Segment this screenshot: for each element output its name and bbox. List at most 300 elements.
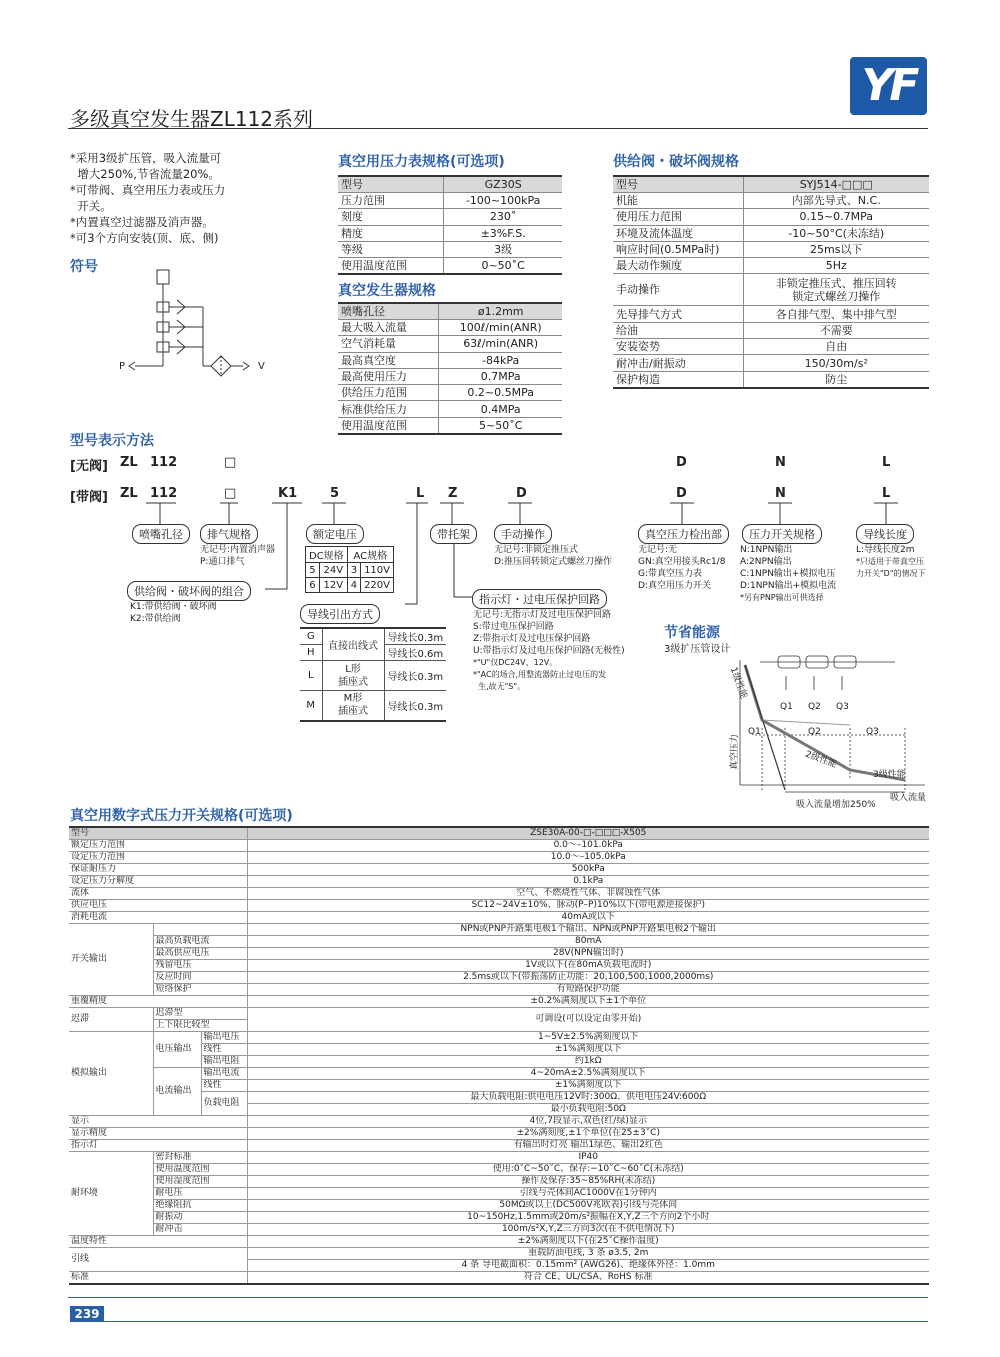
lead-type: 直接出线式 <box>322 628 384 661</box>
table-row <box>69 900 929 912</box>
note-line: D:推压回转锁定式螺丝刀操作 <box>494 557 612 567</box>
model-row-novalve-sq: □ <box>224 455 237 470</box>
table-row <box>613 209 929 225</box>
spec-label: 温度特性 <box>69 1236 247 1248</box>
spec-label: 重覆精度 <box>69 996 247 1008</box>
spec-label: 输出电阻 <box>201 1056 247 1068</box>
table-row <box>613 339 929 355</box>
note-line: 无记号:无 <box>638 545 678 555</box>
table-row <box>69 1128 929 1140</box>
q1-label: Q1 <box>748 727 761 737</box>
model-row-valve-l: L <box>416 486 425 501</box>
table-row <box>338 225 562 241</box>
lead-length: 导线长0.6m <box>384 645 446 661</box>
model-row-valve-112: 112 <box>150 486 178 501</box>
port-v-label: V <box>258 361 265 372</box>
lead-length: 导线长0.3m <box>384 691 446 721</box>
combo-notes <box>130 601 217 625</box>
spec-label: 耐环境 <box>69 1152 153 1236</box>
table-row <box>613 225 929 241</box>
spec-value: SC12~24V±10%、脉动(P–P)10%以下(带电源逆接保护) <box>247 900 929 912</box>
model-row-novalve-label: [无阀] <box>70 459 108 474</box>
feature-line: 开关。 <box>70 199 112 213</box>
spec-label: 保证耐压力 <box>69 864 247 876</box>
spec-label: 耐冲击 <box>153 1224 247 1236</box>
spec-label: 指示灯 <box>69 1140 247 1152</box>
note-line: U:带指示灯及过电压保护回路(无极性) <box>473 646 625 656</box>
spec-label: 消耗电流 <box>69 912 247 924</box>
feature-line: *采用3级扩压管，吸入流量可 <box>70 151 222 165</box>
digital-spec-title: 真空用数字式压力开关规格(可选项) <box>70 808 293 824</box>
spec-label: 迟滞 <box>69 1008 153 1032</box>
note-line: *"U"仅DC24V、12V。 <box>473 658 558 667</box>
box-cable: 导线长度 <box>856 524 914 544</box>
table-row <box>69 840 929 852</box>
spec-value: 防尘 <box>743 371 929 388</box>
lead-code: H <box>300 645 322 661</box>
spec-value: 引线与壳体间AC1000V在1分钟内 <box>247 1188 929 1200</box>
spec-value: 500kPa <box>247 864 929 876</box>
spec-value: 5~50˚C <box>439 417 562 434</box>
table-row <box>338 417 562 434</box>
lead-table <box>300 627 446 722</box>
spec-value: 40mA或以下 <box>247 912 929 924</box>
note-line: L:导线长度2m <box>856 545 915 555</box>
spec-value: 内部先导式、N.C. <box>743 193 929 209</box>
model-row-valve-sq: □ <box>224 486 237 501</box>
voltage-code: 6 <box>306 578 320 593</box>
voltage-code: 5 <box>306 563 320 578</box>
port-p-label: P <box>119 361 126 372</box>
detect-notes <box>638 544 725 592</box>
footer-line <box>104 1321 928 1322</box>
model-row-valve-k1: K1 <box>278 486 298 501</box>
voltage-code: 4 <box>347 578 360 593</box>
model-row-valve-n: N <box>775 486 786 501</box>
spec-label: 型号 <box>338 176 444 193</box>
table-row <box>69 984 929 996</box>
table-row <box>69 1152 929 1164</box>
spec-value: GZ30S <box>444 176 562 193</box>
spec-value: 各自排气型、集中排气型 <box>743 306 929 322</box>
spec-label: 型号 <box>613 176 743 193</box>
model-row-valve-z: Z <box>448 486 458 501</box>
voltage-value: 24V <box>319 563 347 578</box>
spec-label: 机能 <box>613 193 743 209</box>
model-row-valve-label: [带阀] <box>70 490 108 505</box>
spec-label: 电压输出 <box>153 1032 201 1068</box>
spec-label <box>153 924 247 936</box>
spec-value: 2.5ms或以下(带振荡防止功能：20,100,500,1000,2000ms) <box>247 972 929 984</box>
spec-value: 不需要 <box>743 322 929 338</box>
note-line: 无记号:非锁定推压式 <box>494 545 579 555</box>
valve-spec-table <box>613 175 929 389</box>
table-row <box>306 563 394 578</box>
footer-rule <box>68 1297 928 1298</box>
spec-value: ±1%满刻度以下 <box>247 1080 929 1092</box>
model-row-valve-d1: D <box>516 486 527 501</box>
note-line: D:真空用压力开关 <box>638 581 711 591</box>
table-row <box>306 547 394 563</box>
spec-label: 先导排气方式 <box>613 306 743 322</box>
spec-label: 标准 <box>69 1272 247 1285</box>
spec-value: 自由 <box>743 339 929 355</box>
spec-label: 等级 <box>338 241 444 257</box>
spec-value: 28V(NPN输出时) <box>247 948 929 960</box>
spec-value: 10.0～–105.0kPa <box>247 852 929 864</box>
spec-label: 给油 <box>613 322 743 338</box>
spec-label: 精度 <box>338 225 444 241</box>
table-row <box>69 1200 929 1212</box>
voltage-value: 12V <box>319 578 347 593</box>
note-line: GN:真空用接头Rc1/8 <box>638 557 726 567</box>
model-row-valve-zl: ZL <box>120 486 138 501</box>
spec-label: 短络保护 <box>153 984 247 996</box>
box-indicator: 指示灯・过电压保护回路 <box>472 589 607 609</box>
spec-label: 线性 <box>201 1080 247 1092</box>
note-line: Z:带指示灯及过电压保护回路 <box>473 634 591 644</box>
table-row <box>69 936 929 948</box>
model-row-valve-l2: L <box>882 486 891 501</box>
spec-value: 100m/s²X,Y,Z三方向3次(在不供电情况下) <box>247 1224 929 1236</box>
spec-label: 残留电压 <box>153 960 247 972</box>
box-switch: 压力开关规格 <box>742 524 822 544</box>
note-line: 生,故无"S"。 <box>473 682 526 691</box>
spec-label: 设定压力范围 <box>69 852 247 864</box>
table-row <box>69 1116 929 1128</box>
table-row <box>306 578 394 593</box>
indicator-notes <box>473 609 625 693</box>
spec-label: 刻度 <box>338 209 444 225</box>
note-line: D:1NPN输出+模拟电流 <box>740 581 837 591</box>
table-row <box>69 960 929 972</box>
spec-value: ZSE30A-00-□-□□□-X505 <box>247 827 929 840</box>
stage2-label: 2级性能 <box>803 749 838 771</box>
table-row <box>338 241 562 257</box>
table-row <box>613 371 929 388</box>
spec-label: 环境及流体温度 <box>613 225 743 241</box>
cable-notes <box>856 544 926 580</box>
q1-label-top: Q1 <box>780 702 793 712</box>
note-line: N:1NPN输出 <box>740 545 793 555</box>
spec-label: 最高负载电流 <box>153 936 247 948</box>
spec-value: -10~50°C(未冻结) <box>743 225 929 241</box>
box-combo: 供给阀・破坏阀的组合 <box>127 581 251 601</box>
note-line: *"AC的场合,用整流器防止过电压的发 <box>473 670 607 679</box>
spec-value: 230˚ <box>444 209 562 225</box>
spec-value: ø1.2mm <box>439 303 562 320</box>
generator-spec-title: 真空发生器规格 <box>338 283 436 299</box>
voltage-header-dc: DC规格 <box>306 547 348 563</box>
feature-line: *可3个方向安装(顶、底、侧) <box>70 231 219 245</box>
spec-label: 设定压力分解度 <box>69 876 247 888</box>
lead-length: 导线长0.3m <box>384 661 446 691</box>
table-row <box>613 306 929 322</box>
table-row <box>338 176 562 193</box>
spec-label: 型号 <box>69 827 247 840</box>
spec-value: ±2%满刻度以下(在25˚C操作温度) <box>247 1236 929 1248</box>
box-nozzle: 喷嘴孔径 <box>132 524 190 544</box>
box-base: 带托架 <box>430 524 477 544</box>
box-manual: 手动操作 <box>494 524 552 544</box>
table-row <box>300 628 446 645</box>
spec-value: 3级 <box>444 241 562 257</box>
spec-label: 密封标准 <box>153 1152 247 1164</box>
table-row <box>338 385 562 401</box>
lead-length: 导线长0.3m <box>384 628 446 645</box>
voltage-table <box>305 546 394 593</box>
spec-label: 手动操作 <box>613 274 743 306</box>
table-row <box>338 352 562 368</box>
note-line: *只适用于带真空压 <box>856 557 924 566</box>
spec-value: 63ℓ/min(ANR) <box>439 336 562 352</box>
spec-value: ±3%F.S. <box>444 225 562 241</box>
generator-spec-table <box>338 302 562 435</box>
spec-value: 50MΩ或以上(DC500V兆欧表)引线与壳体间 <box>247 1200 929 1212</box>
spec-value: 使用:0˚C~50˚C、保存:−10˚C~60˚C(未冻结) <box>247 1164 929 1176</box>
spec-label: 显示精度 <box>69 1128 247 1140</box>
spec-label: 电流输出 <box>153 1068 201 1116</box>
spec-label: 最大动作频度 <box>613 258 743 274</box>
table-row <box>69 1224 929 1236</box>
lead-code: L <box>300 661 322 691</box>
table-row <box>69 864 929 876</box>
table-row <box>613 258 929 274</box>
switch-notes <box>740 544 836 604</box>
table-row <box>69 827 929 840</box>
spec-value: SYJ514-□□□ <box>743 176 929 193</box>
spec-value: 100ℓ/min(ANR) <box>439 320 562 336</box>
spec-label: 供应电压 <box>69 900 247 912</box>
table-row <box>338 368 562 384</box>
spec-value: 有短路保护功能 <box>247 984 929 996</box>
spec-value: 150/30m/s² <box>743 355 929 371</box>
valve-spec-title: 供给阀・破坏阀规格 <box>613 154 739 170</box>
table-row <box>338 209 562 225</box>
lead-type: L形 插座式 <box>322 661 384 691</box>
spec-value: ±1%满刻度以下 <box>247 1044 929 1056</box>
spec-label: 额定压力范围 <box>69 840 247 852</box>
table-row <box>613 241 929 257</box>
table-row <box>69 1140 929 1152</box>
lead-code: M <box>300 691 322 721</box>
note-line: G:带真空压力表 <box>638 569 703 579</box>
table-row <box>613 176 929 193</box>
q2-label: Q2 <box>808 727 821 737</box>
spec-value: 10~150Hz,1.5mm或20m/s²振幅在X,Y,Z三个方向2个小时 <box>247 1212 929 1224</box>
spec-label: 线性 <box>201 1044 247 1056</box>
pneumatic-symbol-diagram <box>115 262 275 382</box>
spec-label: 使用温度范围 <box>338 258 444 275</box>
stage3-label: 3级性能 <box>873 770 906 780</box>
spec-value: ±0.2%满刻度以下±1个单位 <box>247 996 929 1008</box>
title-rule <box>68 128 928 129</box>
spec-value: 重载防油电线, 3 条 ø3.5, 2m <box>247 1248 929 1260</box>
spec-label: 输出电流 <box>201 1068 247 1080</box>
table-row <box>300 691 446 721</box>
note-line: S:带过电压保护回路 <box>473 622 554 632</box>
spec-value: 0.7MPa <box>439 368 562 384</box>
table-row <box>69 996 929 1008</box>
table-row <box>69 1008 929 1020</box>
model-row-novalve-l: L <box>882 455 891 470</box>
manual-notes <box>494 544 612 568</box>
box-exhaust: 排气规格 <box>200 524 258 544</box>
spec-label: 耐振动 <box>153 1212 247 1224</box>
spec-label: 绝缘阻抗 <box>153 1200 247 1212</box>
table-row <box>69 1188 929 1200</box>
spec-label: 迟滞型 <box>153 1008 247 1020</box>
spec-label: 流体 <box>69 888 247 900</box>
table-row <box>613 322 929 338</box>
spec-value: 0.1kPa <box>247 876 929 888</box>
spec-label: 使用压力范围 <box>613 209 743 225</box>
features-list <box>70 150 225 246</box>
digital-spec-table <box>69 826 929 1285</box>
spec-label: 使用温度范围 <box>153 1164 247 1176</box>
spec-label: 模拟输出 <box>69 1032 153 1116</box>
symbol-title: 符号 <box>70 259 98 275</box>
spec-value: ±2%满刻度,±1个单位(在25±3˚C) <box>247 1128 929 1140</box>
spec-label: 耐冲击/耐振动 <box>613 355 743 371</box>
note-line: C:1NPN输出+模拟电压 <box>740 569 836 579</box>
spec-value: 操作及保存:35~85%RH(未冻结) <box>247 1176 929 1188</box>
lead-code: G <box>300 628 322 645</box>
q3-label-top: Q3 <box>836 702 849 712</box>
spec-label: 空气消耗量 <box>338 336 439 352</box>
table-row <box>338 336 562 352</box>
spec-value: 0.2~0.5MPa <box>439 385 562 401</box>
q2-label-top: Q2 <box>808 702 821 712</box>
spec-value: -100~100kPa <box>444 193 562 209</box>
spec-label: 压力范围 <box>338 193 444 209</box>
spec-value: 非锁定推压式、推压回转 锁定式螺丝刀操作 <box>743 274 929 306</box>
voltage-value: 220V <box>361 578 394 593</box>
spec-value: 4位,7段显示,双色(红/绿)显示 <box>247 1116 929 1128</box>
feature-line: *可带阀、真空用压力表或压力 <box>70 183 226 197</box>
spec-value: 符合 CE、UL/CSA、RoHS 标准 <box>247 1272 929 1285</box>
spec-label: 上下限比较型 <box>153 1020 247 1032</box>
stage1-label: 1级性能 <box>727 666 749 701</box>
table-row <box>613 274 929 306</box>
note-line: P:通口排气 <box>200 557 245 567</box>
table-row <box>338 193 562 209</box>
spec-value: 4 条 导电截面积：0.15mm² (AWG26)、绝缘体外径：1.0mm <box>247 1260 929 1272</box>
spec-value: 0~50˚C <box>444 258 562 275</box>
table-row <box>338 401 562 417</box>
yaxis-label: 真空压力 <box>730 733 740 770</box>
page-number: 239 <box>70 1306 104 1322</box>
table-row <box>69 852 929 864</box>
box-detect: 真空压力检出部 <box>638 524 729 544</box>
spec-value: 约1kΩ <box>247 1056 929 1068</box>
note-line: K2:带供给阀 <box>130 614 181 624</box>
q3-label: Q3 <box>866 727 879 737</box>
feature-line: *内置真空过滤器及消声器。 <box>70 215 214 229</box>
note-line: 力开关"D"的情况下 <box>856 569 926 578</box>
table-row <box>69 912 929 924</box>
table-row <box>300 661 446 691</box>
table-row <box>69 1164 929 1176</box>
spec-value: 1~5V±2.5%满刻度以下 <box>247 1032 929 1044</box>
spec-label: 引线 <box>69 1248 247 1272</box>
spec-label: 使用温度范围 <box>338 417 439 434</box>
feature-line: 增大250%,节省流量20%。 <box>70 167 220 181</box>
voltage-value: 110V <box>361 563 394 578</box>
model-row-novalve-n: N <box>775 455 786 470</box>
spec-label: 最大吸入流量 <box>338 320 439 336</box>
voltage-code: 3 <box>347 563 360 578</box>
table-row <box>338 258 562 275</box>
spec-value: 25ms以下 <box>743 241 929 257</box>
spec-label: 最高使用压力 <box>338 368 439 384</box>
spec-label: 喷嘴孔径 <box>338 303 439 320</box>
table-row <box>613 355 929 371</box>
table-row <box>69 888 929 900</box>
spec-label: 耐电压 <box>153 1188 247 1200</box>
table-row <box>69 948 929 960</box>
note-line: A:2NPN输出 <box>740 557 792 567</box>
spec-value: 有输出时灯亮 输出1绿色、输出2红色 <box>247 1140 929 1152</box>
table-row <box>69 972 929 984</box>
box-lead: 导线引出方式 <box>300 604 380 624</box>
spec-label: 使用湿度范围 <box>153 1176 247 1188</box>
energy-title: 节省能源 <box>664 625 720 641</box>
model-title: 型号表示方法 <box>70 433 154 449</box>
spec-label: 标准供给压力 <box>338 401 439 417</box>
table-row <box>69 1248 929 1260</box>
spec-value: 0.4MPa <box>439 401 562 417</box>
spec-value: 4~20mA±2.5%满刻度以下 <box>247 1068 929 1080</box>
model-row-valve-5: 5 <box>330 486 340 501</box>
spec-value: -84kPa <box>439 352 562 368</box>
brand-logo <box>850 57 927 115</box>
energy-subtitle: 3级扩压管设计 <box>664 644 731 655</box>
spec-value: 空气、不燃烧性气体、非腐蚀性气体 <box>247 888 929 900</box>
model-row-valve-d: D <box>676 486 687 501</box>
model-row-novalve-112: 112 <box>150 455 178 470</box>
table-row <box>69 1236 929 1248</box>
table-row <box>69 1032 929 1044</box>
note-line: 无记号:无指示灯及过电压保护回路 <box>473 610 612 620</box>
table-row <box>69 1068 929 1080</box>
spec-label: 开关输出 <box>69 924 153 996</box>
logo-text: YF <box>861 60 916 111</box>
spec-label: 保护构造 <box>613 371 743 388</box>
spec-value: 80mA <box>247 936 929 948</box>
spec-value: 1V或以下(在80mA负载电流时) <box>247 960 929 972</box>
table-row <box>613 193 929 209</box>
note-line: *另有PNP输出可供选择 <box>740 593 824 602</box>
spec-value: 0.15~0.7MPa <box>743 209 929 225</box>
spec-label: 响应时间(0.5MPa时) <box>613 241 743 257</box>
table-row <box>69 1176 929 1188</box>
page-title: 多级真空发生器ZL112系列 <box>70 107 314 131</box>
table-row <box>338 320 562 336</box>
spec-label: 安装姿势 <box>613 339 743 355</box>
table-row <box>69 876 929 888</box>
spec-value: NPN或PNP开路集电极1个输出、NPN或PNP开路集电极2个输出 <box>247 924 929 936</box>
voltage-header-ac: AC规格 <box>347 547 393 563</box>
table-row <box>69 924 929 936</box>
note-line: K1:带供给阀・破坏阀 <box>130 602 217 612</box>
gauge-spec-title: 真空用压力表规格(可选项) <box>338 154 505 170</box>
flow-increase-note: 吸入流量增加250% <box>796 800 876 810</box>
spec-label: 最高供应电压 <box>153 948 247 960</box>
table-row <box>69 1272 929 1285</box>
box-voltage: 额定电压 <box>306 524 364 544</box>
spec-value: 5Hz <box>743 258 929 274</box>
